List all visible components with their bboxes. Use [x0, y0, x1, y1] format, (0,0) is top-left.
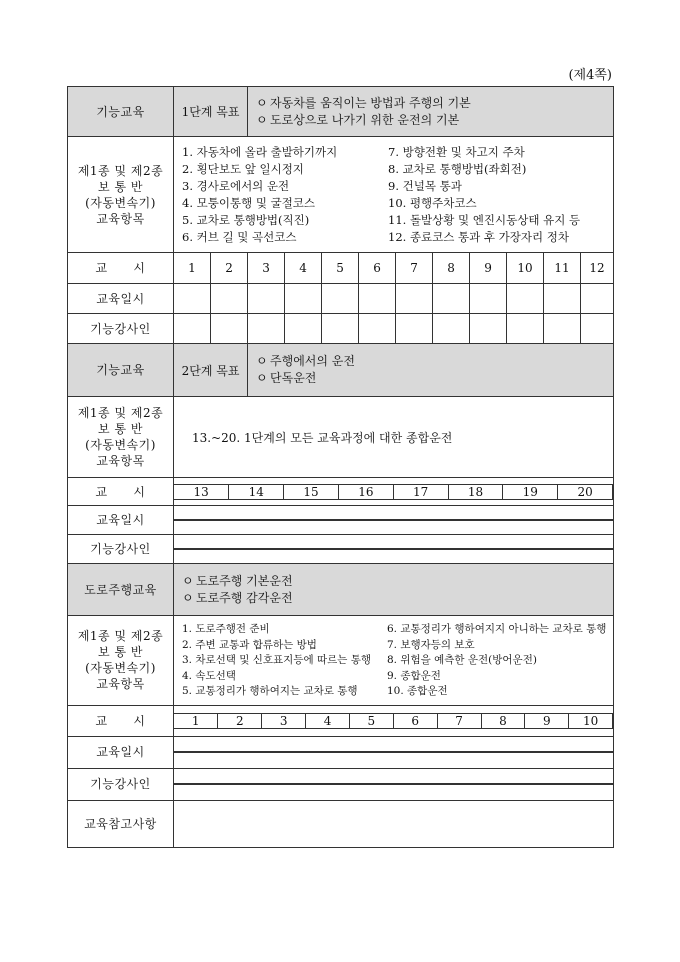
signature-cell[interactable]: [470, 314, 507, 344]
session-number: 12: [581, 253, 614, 284]
date-cell[interactable]: [174, 284, 211, 314]
signature-cell[interactable]: [174, 784, 218, 785]
course-label: 제1종 및 제2종 보 통 반 (자동변속기) 교육항목: [68, 397, 174, 478]
date-cell[interactable]: [322, 284, 359, 314]
course-label: 제1종 및 제2종 보 통 반 (자동변속기) 교육항목: [68, 137, 174, 253]
instructor-label: 기능강사인: [68, 535, 174, 564]
stage2-goal: ㅇ 단독운전: [256, 371, 317, 385]
date-cell[interactable]: [470, 284, 507, 314]
session-label: 교 시: [68, 478, 174, 506]
date-cell[interactable]: [218, 752, 262, 753]
signature-cell[interactable]: [306, 784, 350, 785]
session-number: 3: [262, 713, 306, 728]
date-cell[interactable]: [503, 520, 558, 521]
stage1-date-row: [68, 284, 614, 314]
stage2-date-row: [68, 506, 614, 535]
session-number: 4: [306, 713, 350, 728]
stage2-items-row: [68, 397, 614, 478]
date-cell[interactable]: [433, 284, 470, 314]
stage1-goals: [248, 87, 614, 137]
signature-cell[interactable]: [396, 314, 433, 344]
road-instructor-row: [68, 768, 614, 800]
stage1-instructor-row: [68, 314, 614, 344]
signature-cell[interactable]: [211, 314, 248, 344]
session-number: 15: [284, 484, 339, 499]
signature-cell[interactable]: [393, 784, 437, 785]
date-cell[interactable]: [174, 752, 218, 753]
training-item: 5. 교차로 통행방법(직진): [182, 213, 310, 227]
signature-cell[interactable]: [349, 784, 393, 785]
session-label: 교 시: [68, 705, 174, 736]
date-cell[interactable]: [262, 752, 306, 753]
session-number: 9: [525, 713, 569, 728]
session-number: 8: [433, 253, 470, 284]
date-cell[interactable]: [174, 520, 229, 521]
stage1-items-row: [68, 137, 614, 253]
date-label: 교육일시: [68, 506, 174, 535]
date-cell[interactable]: [525, 752, 569, 753]
training-item: 1. 도로주행전 준비: [182, 623, 270, 635]
signature-cell[interactable]: [284, 549, 339, 550]
date-label: 교육일시: [68, 284, 174, 314]
signature-cell[interactable]: [544, 314, 581, 344]
training-item: 8. 교차로 통행방법(좌회전): [388, 162, 527, 176]
training-item: 3. 경사로에서의 운전: [182, 179, 290, 193]
date-cell[interactable]: [481, 752, 525, 753]
session-number: 19: [503, 484, 558, 499]
training-item: 2. 주변 교통과 합류하는 방법: [182, 638, 317, 651]
session-number: 1: [174, 253, 211, 284]
session-number: 20: [558, 484, 613, 499]
stage2-goals: [248, 344, 614, 397]
date-cell[interactable]: [507, 284, 544, 314]
training-item: 4. 모퉁이통행 및 굴절코스: [182, 196, 316, 210]
instructor-label: 기능강사인: [68, 768, 174, 800]
session-number: 1: [174, 713, 218, 728]
date-cell[interactable]: [558, 520, 613, 521]
signature-cell[interactable]: [503, 549, 558, 550]
road-header-row: [68, 564, 614, 616]
road-items-row: [68, 616, 614, 706]
signature-cell[interactable]: [437, 784, 481, 785]
date-cell[interactable]: [448, 520, 503, 521]
road-goal: ㅇ 도로주행 기본운전: [182, 573, 293, 588]
stage2-items: 13.~20. 1단계의 모든 교육과정에 대한 종합운전: [174, 397, 614, 478]
stage2-title: 2단계 목표: [174, 344, 248, 397]
signature-cell[interactable]: [248, 314, 285, 344]
session-number: 13: [174, 484, 229, 499]
date-cell[interactable]: [544, 284, 581, 314]
session-number: 11: [544, 253, 581, 284]
date-cell[interactable]: [211, 284, 248, 314]
session-number: 3: [248, 253, 285, 284]
date-cell[interactable]: [393, 520, 448, 521]
signature-cell[interactable]: [558, 549, 613, 550]
session-number: 6: [393, 713, 437, 728]
road-training-label: 도로주행교육: [68, 564, 174, 616]
session-number: 6: [359, 253, 396, 284]
date-cell[interactable]: [396, 284, 433, 314]
date-cell[interactable]: [569, 752, 613, 753]
skill-training-label: 기능교육: [68, 87, 174, 137]
signature-cell[interactable]: [581, 314, 614, 344]
session-number: 8: [481, 713, 525, 728]
road-items: [174, 616, 614, 706]
session-number: 14: [229, 484, 284, 499]
date-label: 교육일시: [68, 736, 174, 768]
training-item: 7. 방향전환 및 차고지 주차: [388, 145, 525, 159]
road-goals: [174, 564, 614, 616]
signature-cell[interactable]: [218, 784, 262, 785]
road-session-row: [68, 705, 614, 736]
signature-cell[interactable]: [507, 314, 544, 344]
signature-cell[interactable]: [322, 314, 359, 344]
training-item: 7. 보행자등의 보호: [387, 638, 475, 651]
session-number: 9: [470, 253, 507, 284]
date-cell[interactable]: [349, 752, 393, 753]
signature-cell[interactable]: [338, 549, 393, 550]
training-item: 10. 종합운전: [387, 685, 448, 697]
skill-training-label: 기능교육: [68, 344, 174, 397]
signature-cell[interactable]: [174, 314, 211, 344]
date-cell[interactable]: [581, 284, 614, 314]
session-number: 2: [218, 713, 262, 728]
stage2-goal: ㅇ 주행에서의 운전: [256, 354, 355, 368]
signature-cell[interactable]: [448, 549, 503, 550]
training-item: 3. 차로선택 및 신호표지등에 따르는 통행: [182, 654, 371, 666]
training-item: 2. 횡단보도 앞 일시정지: [182, 162, 304, 176]
session-number: 16: [338, 484, 393, 499]
session-number: 18: [448, 484, 503, 499]
stage1-goal: ㅇ 자동차를 움직이는 방법과 주행의 기본: [256, 95, 471, 110]
page-number: (제4쪽): [568, 68, 612, 83]
session-number: 4: [285, 253, 322, 284]
date-cell[interactable]: [306, 752, 350, 753]
training-item: 1. 자동차에 올라 출발하기까지: [182, 145, 338, 159]
training-item: 8. 위험을 예측한 운전(방어운전): [387, 654, 537, 666]
training-item: 6. 커브 길 및 곡선코스: [182, 230, 297, 244]
training-item: 10. 평행주차코스: [388, 196, 477, 210]
notes-field[interactable]: [174, 800, 614, 847]
session-number: 5: [349, 713, 393, 728]
signature-cell[interactable]: [285, 314, 322, 344]
session-number: 7: [396, 253, 433, 284]
stage1-title: 1단계 목표: [174, 87, 248, 137]
training-record-form: [67, 86, 614, 848]
instructor-label: 기능강사인: [68, 314, 174, 344]
date-cell[interactable]: [393, 752, 437, 753]
signature-cell[interactable]: [229, 549, 284, 550]
training-item: 9. 건널목 통과: [388, 179, 462, 193]
session-number: 17: [393, 484, 448, 499]
notes-row: [68, 800, 614, 847]
date-cell[interactable]: [338, 520, 393, 521]
stage1-goal: ㅇ 도로상으로 나가기 위한 운전의 기본: [256, 112, 460, 127]
notes-label: 교육참고사항: [68, 800, 174, 847]
session-number: 10: [569, 713, 613, 728]
training-item: 6. 교통정리가 행하여지지 아니하는 교차로 통행: [387, 623, 607, 635]
stage2-header-row: [68, 344, 614, 397]
training-item: 5. 교통정리가 행하여지는 교차로 통행: [182, 685, 358, 697]
training-item: 12. 종료코스 통과 후 가장자리 정차: [388, 230, 569, 244]
signature-cell[interactable]: [433, 314, 470, 344]
signature-cell[interactable]: [174, 549, 229, 550]
signature-cell[interactable]: [569, 784, 613, 785]
signature-cell[interactable]: [525, 784, 569, 785]
session-number: 10: [507, 253, 544, 284]
road-goal: ㅇ 도로주행 감각운전: [182, 590, 293, 605]
date-cell[interactable]: [285, 284, 322, 314]
session-number: 2: [211, 253, 248, 284]
signature-cell[interactable]: [393, 549, 448, 550]
date-cell[interactable]: [284, 520, 339, 521]
training-item: 11. 돌발상황 및 엔진시동상태 유지 등: [388, 213, 581, 227]
training-item: 9. 종합운전: [387, 669, 441, 682]
date-cell[interactable]: [437, 752, 481, 753]
stage1-items: [174, 137, 614, 253]
course-label: 제1종 및 제2종 보 통 반 (자동변속기) 교육항목: [68, 616, 174, 706]
date-cell[interactable]: [229, 520, 284, 521]
road-date-row: [68, 736, 614, 768]
stage2-session-row: [68, 478, 614, 506]
signature-cell[interactable]: [359, 314, 396, 344]
signature-cell[interactable]: [481, 784, 525, 785]
session-label: 교 시: [68, 253, 174, 284]
training-item: 4. 속도선택: [182, 669, 236, 682]
session-number: 7: [437, 713, 481, 728]
signature-cell[interactable]: [262, 784, 306, 785]
date-cell[interactable]: [248, 284, 285, 314]
stage2-instructor-row: [68, 535, 614, 564]
session-number: 5: [322, 253, 359, 284]
stage1-header-row: [68, 87, 614, 137]
date-cell[interactable]: [359, 284, 396, 314]
stage1-session-row: [68, 253, 614, 284]
